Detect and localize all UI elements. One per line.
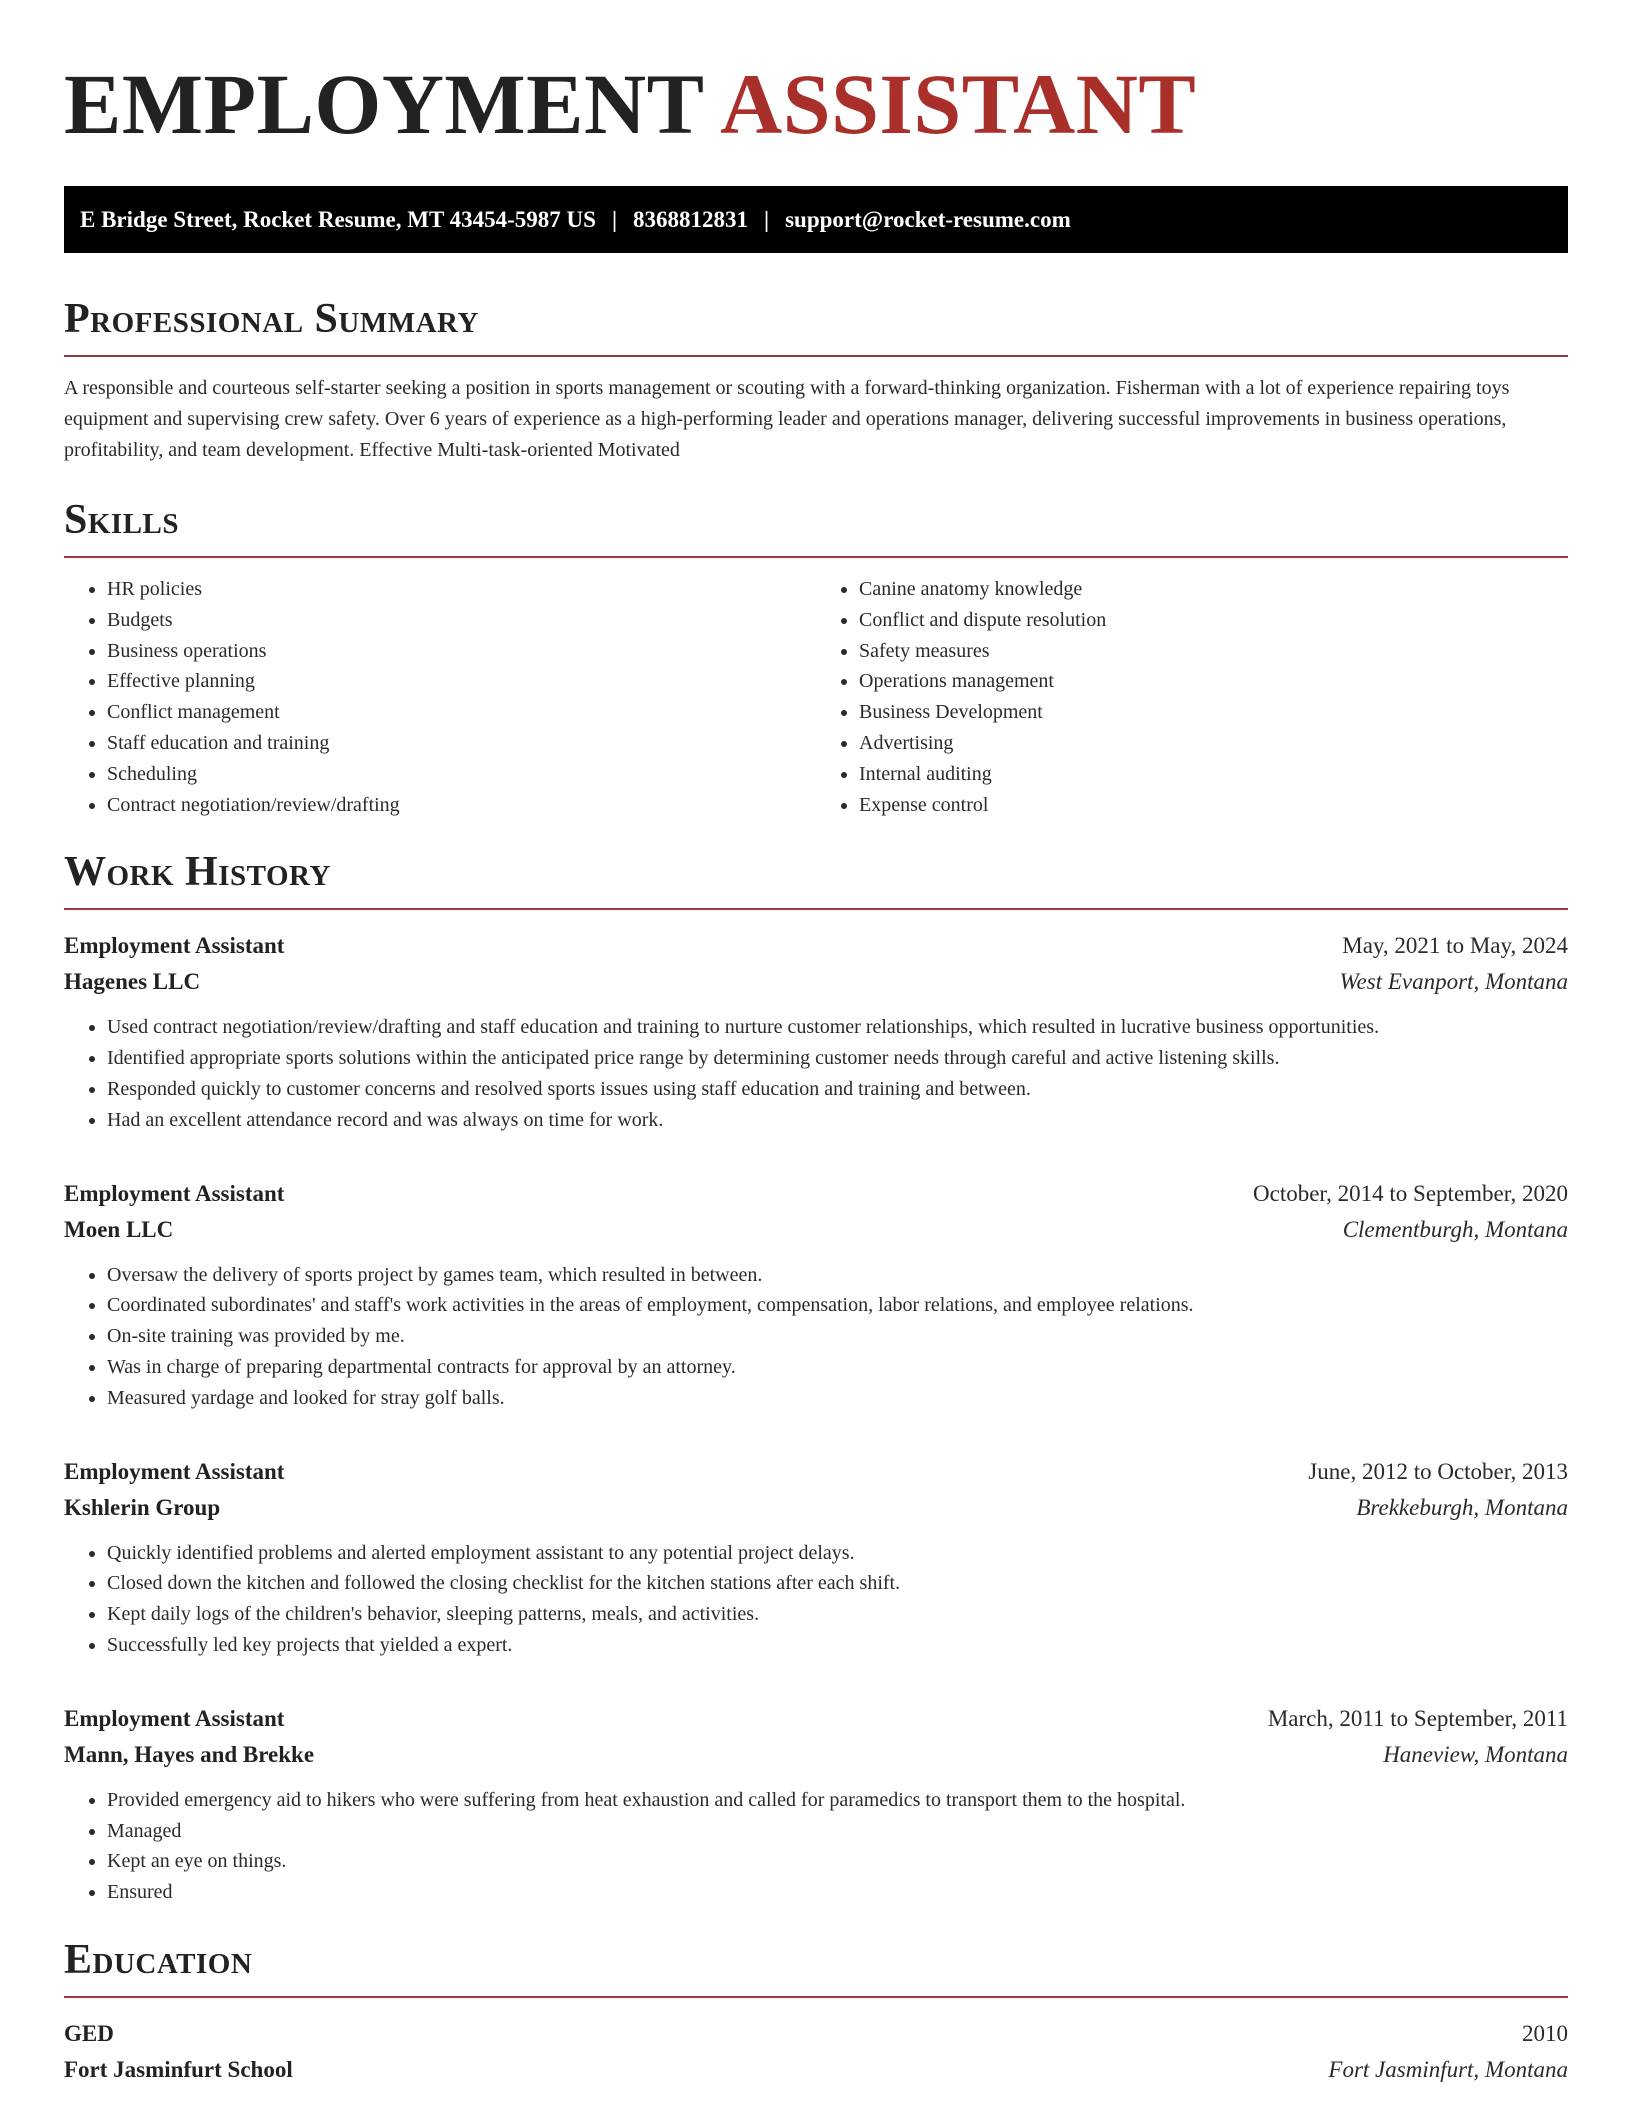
- skill-item: • Safety measures: [859, 636, 1568, 667]
- job-header-row: [64, 1701, 1568, 1737]
- section-divider: [64, 355, 1568, 357]
- job-bullet: • On-site training was provided by me.: [107, 1321, 1568, 1352]
- job-dates: March, 2011 to September, 2011: [1267, 1705, 1568, 1731]
- resume-name: [64, 54, 1568, 154]
- skills-heading: Skills: [64, 497, 180, 543]
- job-location: Clementburgh, Montana: [1342, 1216, 1568, 1242]
- job-bullet: • Successfully led key projects that yielded a expert.: [107, 1630, 1568, 1661]
- job-dates: October, 2014 to September, 2020: [1253, 1180, 1568, 1206]
- contact-separator: |: [611, 206, 618, 232]
- job-bullet: • Was in charge of preparing departmental contracts for approval by an attorney.: [107, 1352, 1568, 1383]
- job-bullet: • Ensured: [107, 1877, 1568, 1908]
- job-title: Employment Assistant: [64, 1458, 285, 1484]
- education-year: 2010: [1522, 2020, 1568, 2046]
- job-entry: [64, 1454, 1568, 1661]
- skill-item: • Expense control: [859, 790, 1568, 821]
- education-row: [64, 2016, 1568, 2052]
- summary-heading: Professional Summary: [64, 296, 479, 342]
- job-bullet: • Kept an eye on things.: [107, 1846, 1568, 1877]
- job-bullets: [64, 1538, 1568, 1661]
- work-history-section: [64, 846, 1568, 1908]
- job-bullet: • Coordinated subordinates' and staff's work activities in the areas of employment, compensation, labor relations, and employee relations.: [107, 1290, 1568, 1321]
- section-divider: [64, 1996, 1568, 1998]
- job-bullet: • Measured yardage and looked for stray golf balls.: [107, 1383, 1568, 1414]
- work-history-heading: Work History: [64, 849, 331, 896]
- job-title: Employment Assistant: [64, 933, 285, 959]
- job-bullet: • Closed down the kitchen and followed the closing checklist for the kitchen stations after each shift.: [107, 1568, 1568, 1599]
- contact-phone: 8368812831: [633, 206, 749, 232]
- skill-item: • Internal auditing: [859, 759, 1568, 790]
- skill-item: • Conflict and dispute resolution: [859, 605, 1568, 636]
- skill-item: • Business Development: [859, 697, 1568, 728]
- job-header-row: [64, 1454, 1568, 1490]
- skill-item: • Conflict management: [107, 697, 816, 728]
- job-bullet: • Had an excellent attendance record and was always on time for work.: [107, 1105, 1568, 1136]
- contact-email: support@rocket-resume.com: [785, 206, 1071, 232]
- education-school: Fort Jasminfurt School: [64, 2056, 293, 2082]
- job-title: Employment Assistant: [64, 1705, 285, 1731]
- summary-text: A responsible and courteous self-starter seeking a position in sports management or scouting with a forward-thinking organization. Fisherman with a lot of experience repairing toys equipment and supervising crew safety. Over 6 years of experience as a high-performing leader and operations manager, delivering successful improvements in business operations, profitability, and team development. Effective Multi-task-oriented Motivated: [64, 377, 1510, 461]
- skill-item: • Staff education and training: [107, 728, 816, 759]
- job-bullet: • Quickly identified problems and alerted employment assistant to any potential project delays.: [107, 1538, 1568, 1569]
- job-entry: [64, 928, 1568, 1135]
- job-entry: [64, 1176, 1568, 1414]
- education-degree: GED: [64, 2020, 114, 2046]
- education-entry: [64, 2016, 1568, 2088]
- job-title: Employment Assistant: [64, 1180, 285, 1206]
- job-bullet: • Oversaw the delivery of sports project by games team, which resulted in between.: [107, 1260, 1568, 1291]
- education-row: [64, 2052, 1568, 2088]
- education-heading: Education: [64, 1936, 253, 1983]
- education-location: Fort Jasminfurt, Montana: [1328, 2056, 1568, 2082]
- skills-grid: [64, 574, 1568, 820]
- job-bullet: • Responded quickly to customer concerns and resolved sports issues using staff education and training and between.: [107, 1074, 1568, 1105]
- first-name: EMPLOYMENT: [64, 56, 703, 152]
- contact-bar: [64, 186, 1568, 253]
- job-bullet: • Provided emergency aid to hikers who were suffering from heat exhaustion and called for paramedics to transport them to the hospital.: [107, 1785, 1568, 1816]
- contact-address: E Bridge Street, Rocket Resume, MT 43454-5987 US: [80, 206, 596, 232]
- job-company-row: [64, 1737, 1568, 1773]
- skill-item: • Budgets: [107, 605, 816, 636]
- skill-item: • Operations management: [859, 666, 1568, 697]
- job-bullet: • Managed: [107, 1816, 1568, 1847]
- summary-section: [64, 293, 1568, 466]
- skill-item: • Advertising: [859, 728, 1568, 759]
- job-company-row: [64, 1212, 1568, 1248]
- job-location: West Evanport, Montana: [1339, 969, 1568, 995]
- job-company: Hagenes LLC: [64, 969, 201, 995]
- job-location: Haneview, Montana: [1383, 1741, 1568, 1767]
- skills-section: [64, 494, 1568, 820]
- skill-item: • Scheduling: [107, 759, 816, 790]
- job-entry: [64, 1701, 1568, 1908]
- skill-item: • Canine anatomy knowledge: [859, 574, 1568, 605]
- contact-separator: |: [764, 206, 770, 232]
- job-dates: May, 2021 to May, 2024: [1342, 933, 1568, 959]
- skill-item: • Contract negotiation/review/drafting: [107, 790, 816, 821]
- job-bullets: [64, 1012, 1568, 1135]
- job-bullets: [64, 1785, 1568, 1908]
- section-divider: [64, 908, 1568, 910]
- job-company: Kshlerin Group: [64, 1494, 221, 1520]
- job-bullet: • Kept daily logs of the children's behavior, sleeping patterns, meals, and activities.: [107, 1599, 1568, 1630]
- skills-list-right: [816, 574, 1568, 820]
- job-bullet: • Identified appropriate sports solutions within the anticipated price range by determining customer needs through careful and active listening skills.: [107, 1043, 1568, 1074]
- section-divider: [64, 556, 1568, 558]
- education-section: [64, 1934, 1568, 2088]
- skill-item: • HR policies: [107, 574, 816, 605]
- job-header-row: [64, 1176, 1568, 1212]
- job-company: Moen LLC: [64, 1216, 174, 1242]
- last-name: ASSISTANT: [720, 56, 1197, 152]
- job-list: [64, 928, 1568, 1908]
- job-location: Brekkeburgh, Montana: [1356, 1494, 1568, 1520]
- skills-list-left: [64, 574, 816, 820]
- skill-item: • Business operations: [107, 636, 816, 667]
- job-bullet: • Used contract negotiation/review/drafting and staff education and training to nurture customer relationships, which resulted in lucrative business opportunities.: [107, 1012, 1568, 1043]
- skill-item: • Effective planning: [107, 666, 816, 697]
- job-bullets: [64, 1260, 1568, 1414]
- job-header-row: [64, 928, 1568, 964]
- job-dates: June, 2012 to October, 2013: [1308, 1458, 1568, 1484]
- job-company-row: [64, 1490, 1568, 1526]
- job-company: Mann, Hayes and Brekke: [64, 1741, 315, 1767]
- job-company-row: [64, 964, 1568, 1000]
